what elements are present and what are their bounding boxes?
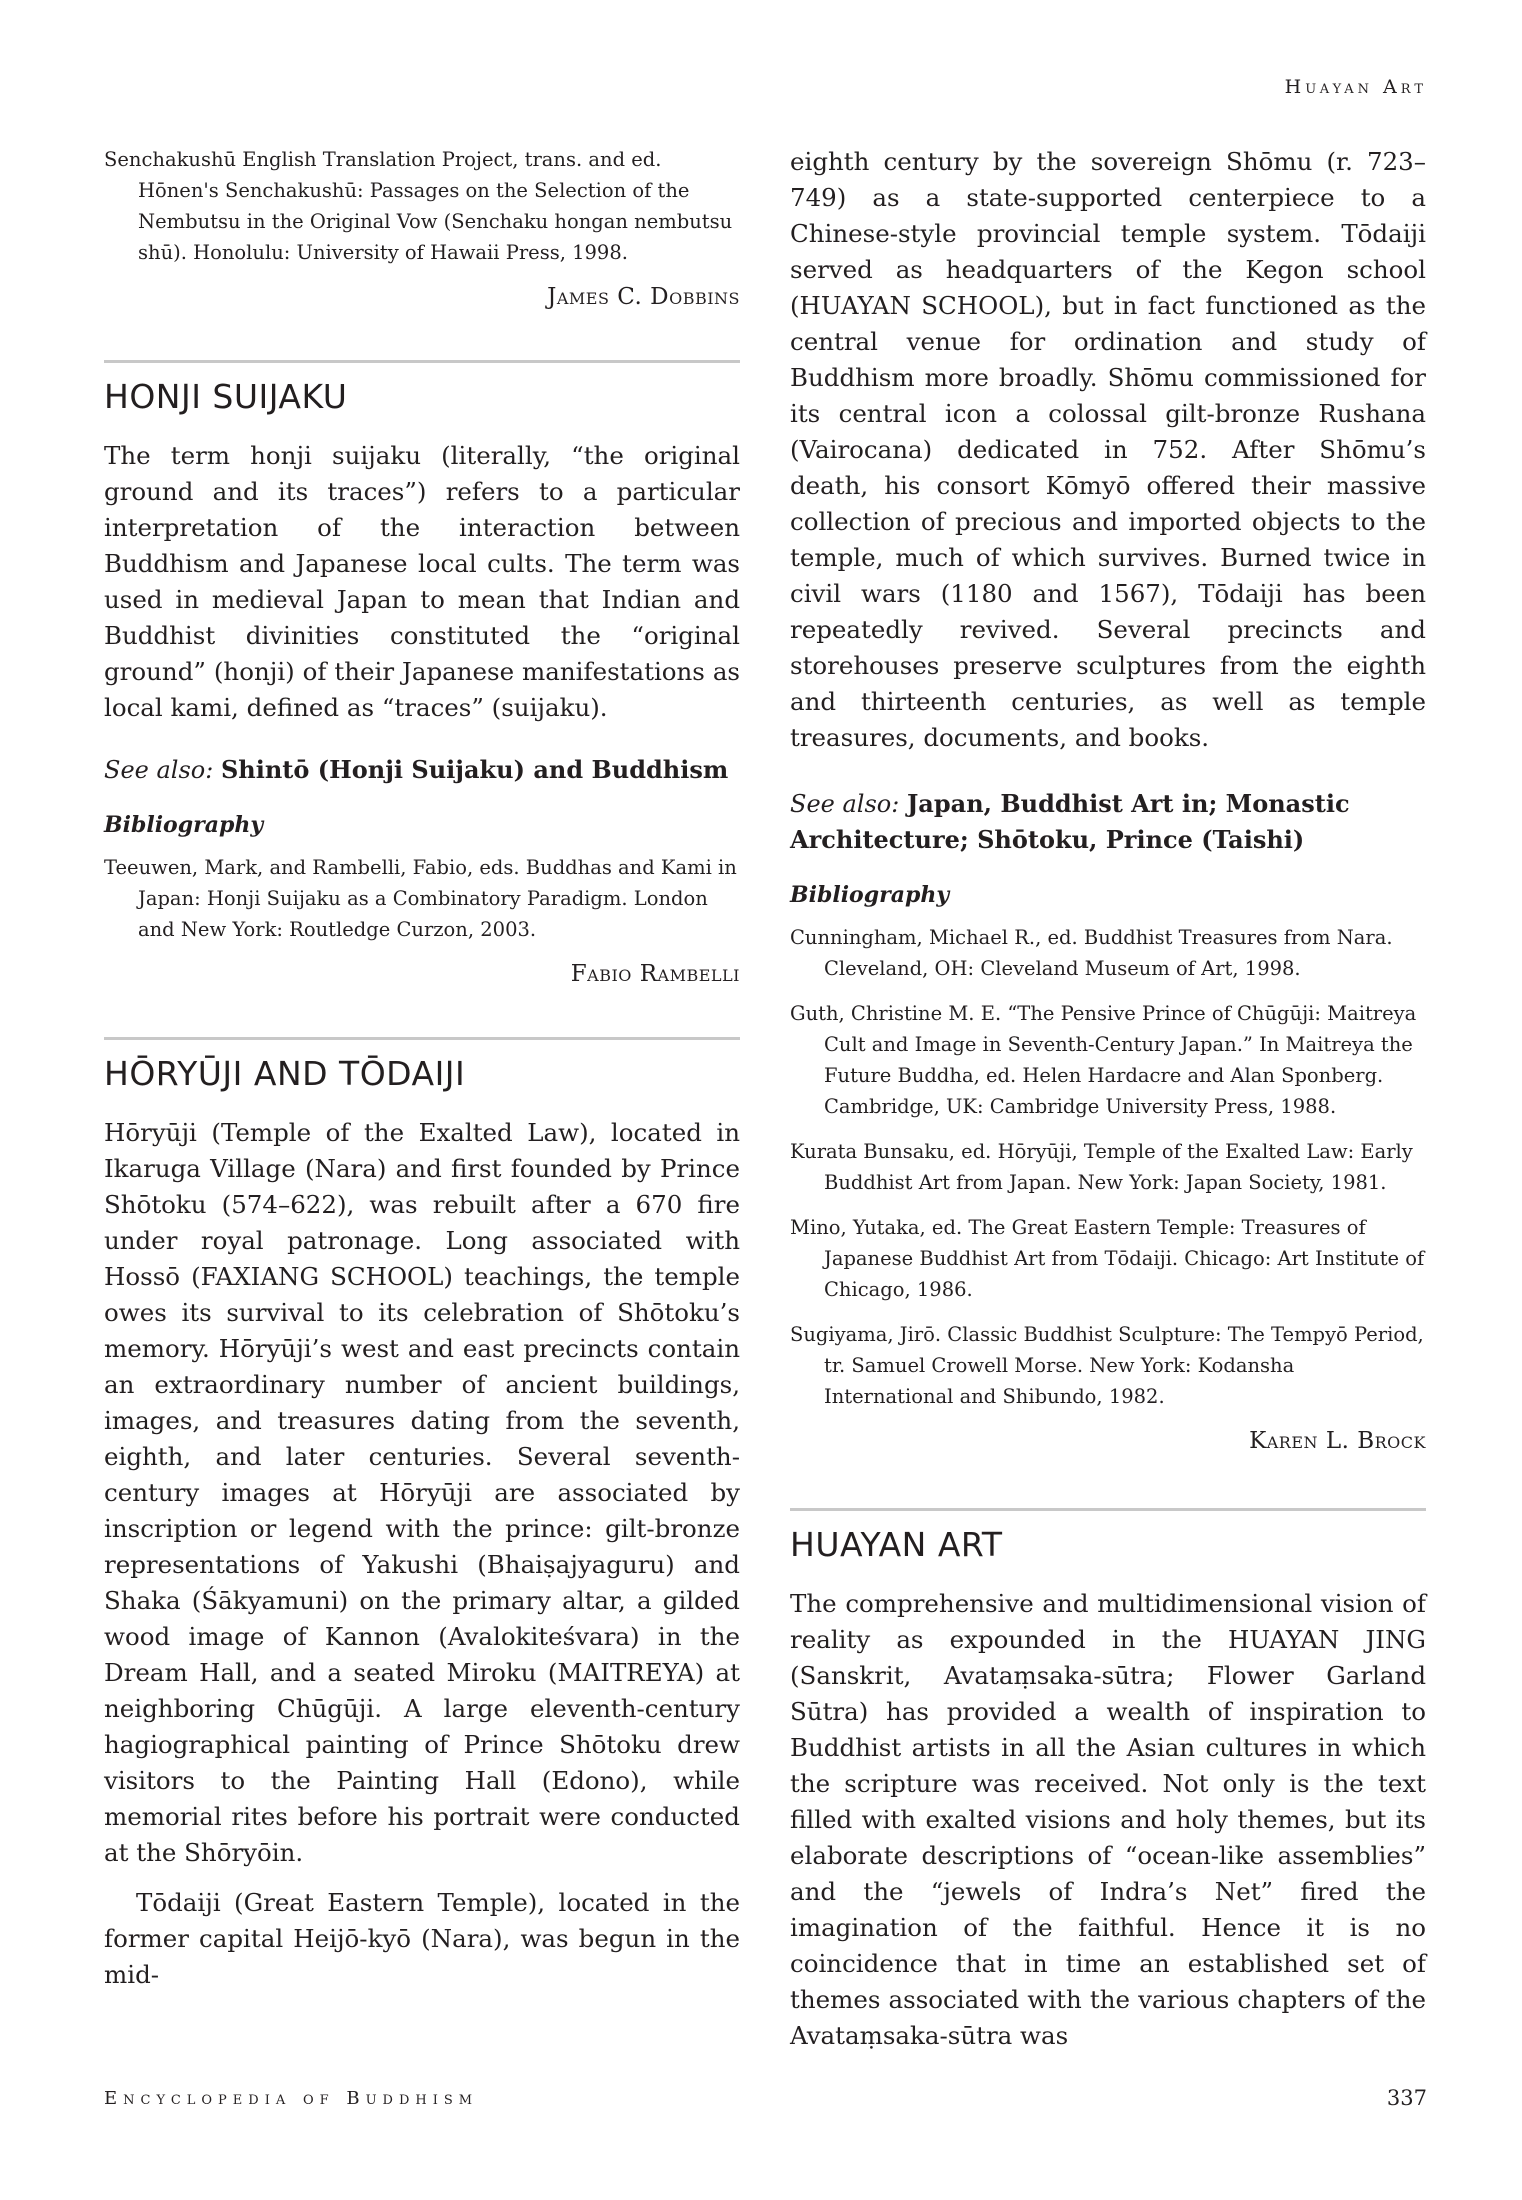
reference: Cunningham, Michael R., ed. Buddhist Treasures from Nara. Cleveland, OH: Cleveland Museum of Art, 1998. <box>790 926 1393 980</box>
section-title-honji-suijaku: HONJI SUIJAKU <box>104 377 348 416</box>
reference: Senchakushū English Translation Project, trans. and ed. Hōnen's Senchakushū: Passages on the Selection of the Nembutsu in the Original Vow (Senchaku hongan nembutsu shū). Honolulu: University of Hawaii Press, 1998. <box>104 148 733 264</box>
see-also-label: See also: <box>790 790 900 818</box>
reference: Sugiyama, Jirō. Classic Buddhist Sculpture: The Tempyō Period, tr. Samuel Crowell Morse. New York: Kodansha International and Shibundo, 1982. <box>790 1323 1424 1408</box>
see-also-links: Japan, Buddhist Art in; Monastic Architecture; Shōtoku, Prince (Taishi) <box>790 789 1350 854</box>
section-body-continuation: eighth century by the sovereign Shōmu (r. 723–749) as a state-supported centerpiece to a Chinese-style provincial temple system. Tōdaiji served as headquarters of the Kegon school (HUAYAN SCHOOL), but in fact functioned as the central venue for ordination and study of Buddhism more broadly. Shōmu commissioned for its central icon a colossal gilt-bronze Rushana (Vairocana) dedicated in 752. After Shōmu’s death, his consort Kōmyō offered their massive collection of precious and imported objects to the temple, much of which survives. Burned twice in civil wars (1180 and 1567), Tōdaiji has been repeatedly revived. Several precincts and storehouses preserve sculptures from the eighth and thirteenth centuries, as well as temple treasures, documents, and books. <box>790 147 1426 752</box>
section-divider <box>790 1508 1426 1511</box>
bibliography-heading: Bibliography <box>790 882 950 908</box>
running-head: Huayan Art <box>1284 76 1427 98</box>
section-title-horyuji-todaiji: HŌRYŪJI AND TŌDAIJI <box>104 1054 466 1093</box>
author-signature: Fabio Rambelli <box>570 961 740 987</box>
see-also-links: Shintō (Honji Suijaku) and Buddhism <box>220 755 729 784</box>
reference: Guth, Christine M. E. “The Pensive Prince of Chūgūji: Maitreya Cult and Image in Seventh-Century Japan.” In Maitreya the Future Buddha, ed. Helen Hardacre and Alan Sponberg. Cambridge, UK: Cambridge University Press, 1988. <box>790 1002 1417 1118</box>
section-divider <box>104 360 740 363</box>
author-signature: James C. Dobbins <box>547 284 740 310</box>
section-body: Tōdaiji (Great Eastern Temple), located in the former capital Heijō-kyō (Nara), was begun in the mid- <box>104 1888 740 1989</box>
section-body: The term honji suijaku (literally, “the original ground and its traces”) refers to a particular interpretation of the interaction between Buddhism and Japanese local cults. The term was used in medieval Japan to mean that Indian and Buddhist divinities constituted the “original ground” (honji) of their Japanese manifestations as local kami, defined as “traces” (suijaku). <box>104 441 740 722</box>
page-number: 337 <box>1386 2086 1427 2110</box>
reference: Kurata Bunsaku, ed. Hōryūji, Temple of the Exalted Law: Early Buddhist Art from Japan. New York: Japan Society, 1981. <box>790 1140 1413 1194</box>
reference: Mino, Yutaka, ed. The Great Eastern Temple: Treasures of Japanese Buddhist Art from Tōdaiji. Chicago: Art Institute of Chicago, 1986. <box>790 1216 1425 1301</box>
left-column <box>104 144 740 1993</box>
bibliography-heading: Bibliography <box>104 812 264 838</box>
section-title-huayan-art: HUAYAN ART <box>790 1525 1003 1564</box>
section-body: Hōryūji (Temple of the Exalted Law), located in Ikaruga Village (Nara) and first founded by Prince Shōtoku (574–622), was rebuilt after a 670 fire under royal patronage. Long associated with Hossō (FAXIANG SCHOOL) teachings, the temple owes its survival to its celebration of Shōtoku’s memory. Hōryūji’s west and east precincts contain an extraordinary number of ancient buildings, images, and treasures dating from the seventh, eighth, and later centuries. Several seventh-century images at Hōryūji are associated by inscription or legend with the prince: gilt-bronze representations of Yakushi (Bhaiṣajyaguru) and Shaka (Śākyamuni) on the primary altar, a gilded wood image of Kannon (Avalokiteśvara) in the Dream Hall, and a seated Miroku (MAITREYA) at neighboring Chūgūji. A large eleventh-century hagiographical painting of Prince Shōtoku drew visitors to the Painting Hall (Edono), while memorial rites before his portrait were conducted at the Shōryōin. <box>104 1118 740 1867</box>
right-column <box>790 144 1426 2054</box>
see-also <box>104 752 740 788</box>
footer-publication: Encyclopedia of Buddhism <box>104 2088 479 2109</box>
section-divider <box>104 1037 740 1040</box>
see-also-label: See also: <box>104 756 214 784</box>
section-body: The comprehensive and multidimensional vision of reality as expounded in the HUAYAN JING (Sanskrit, Avataṃsaka-sūtra; Flower Garland Sūtra) has provided a wealth of inspiration to Buddhist artists in all the Asian cultures in which the scripture was received. Not only is the text filled with exalted visions and holy themes, but its elaborate descriptions of “ocean-like assemblies” and the “jewels of Indra’s Net” fired the imagination of the faithful. Hence it is no coincidence that in time an established set of themes associated with the various chapters of the Avataṃsaka-sūtra was <box>790 1589 1426 2050</box>
reference: Teeuwen, Mark, and Rambelli, Fabio, eds. Buddhas and Kami in Japan: Honji Suijaku as a Combinatory Paradigm. London and New York: Routledge Curzon, 2003. <box>104 856 737 941</box>
author-signature: Karen L. Brock <box>1249 1428 1426 1454</box>
see-also <box>790 786 1426 858</box>
